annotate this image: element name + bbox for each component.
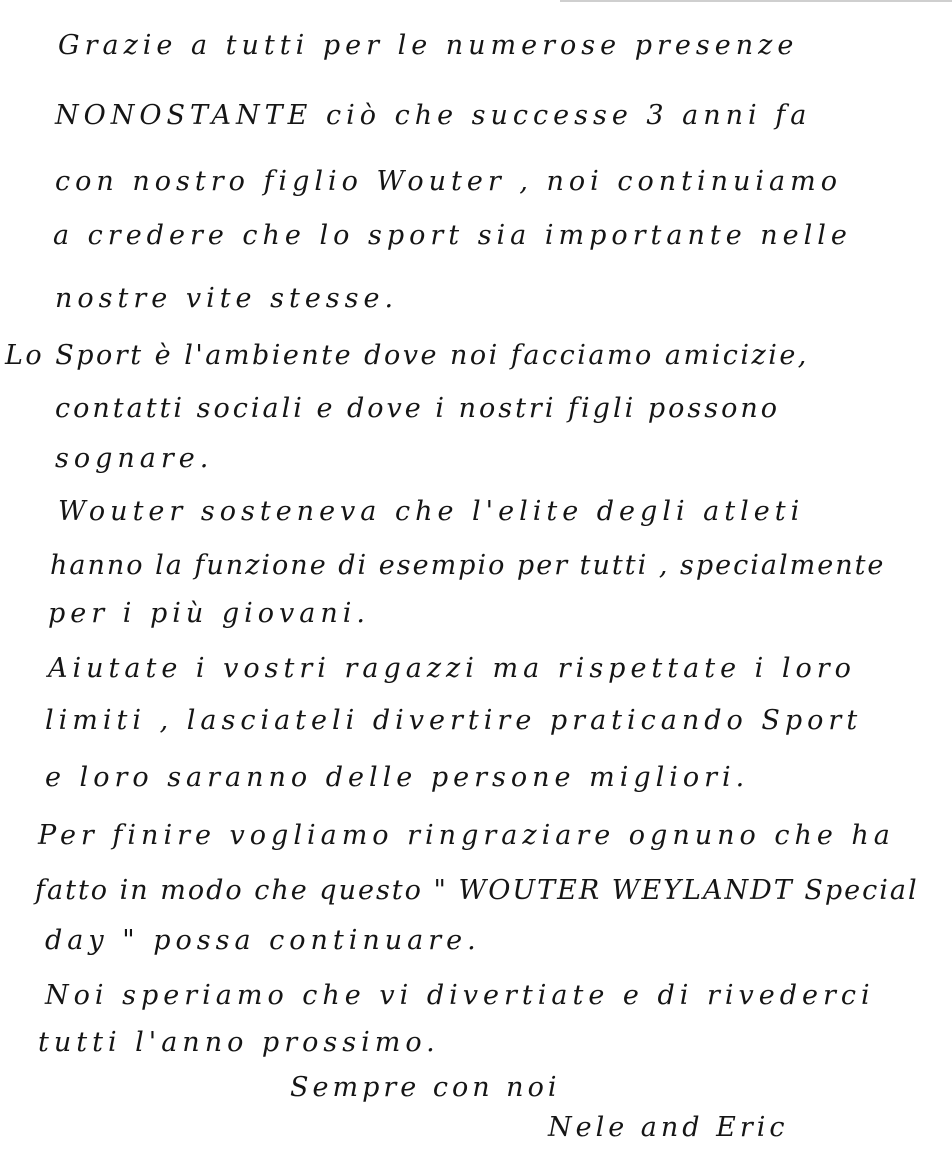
top-edge-divider xyxy=(560,0,952,2)
letter-line-1: Grazie a tutti per le numerose presenze xyxy=(58,30,799,61)
letter-line-14: e loro saranno delle persone migliori. xyxy=(45,762,750,793)
letter-line-7: contatti sociali e dove i nostri figli possono xyxy=(55,393,780,424)
letter-line-3: con nostro figlio Wouter , noi continuiamo xyxy=(55,166,842,197)
signature: Nele and Eric xyxy=(548,1112,789,1143)
letter-line-11: per i più giovani. xyxy=(48,598,370,629)
closing-line: Sempre con noi xyxy=(290,1072,561,1103)
letter-line-5: nostre vite stesse. xyxy=(55,283,399,314)
letter-line-13: limiti , lasciateli divertire praticando Sport xyxy=(45,705,863,736)
letter-line-17: day " possa continuare. xyxy=(45,925,481,956)
letter-line-2: NONOSTANTE ciò che successe 3 anni fa xyxy=(55,100,812,131)
letter-line-10: hanno la funzione di esempio per tutti , specialmente xyxy=(50,550,886,581)
letter-line-9: Wouter sosteneva che l'elite degli atleti xyxy=(58,496,805,527)
letter-line-12: Aiutate i vostri ragazzi ma rispettate i loro xyxy=(48,653,856,684)
letter-line-15: Per finire vogliamo ringraziare ognuno che ha xyxy=(38,820,895,851)
letter-line-4: a credere che lo sport sia importante nelle xyxy=(53,220,852,251)
letter-line-8: sognare. xyxy=(55,443,214,474)
letter-line-16: fatto in modo che questo " WOUTER WEYLANDT Special xyxy=(35,875,919,906)
letter-line-18: Noi speriamo che vi divertiate e di rivederci xyxy=(45,980,875,1011)
letter-line-19: tutti l'anno prossimo. xyxy=(38,1027,440,1058)
letter-line-6: Lo Sport è l'ambiente dove noi facciamo amicizie, xyxy=(5,340,809,371)
